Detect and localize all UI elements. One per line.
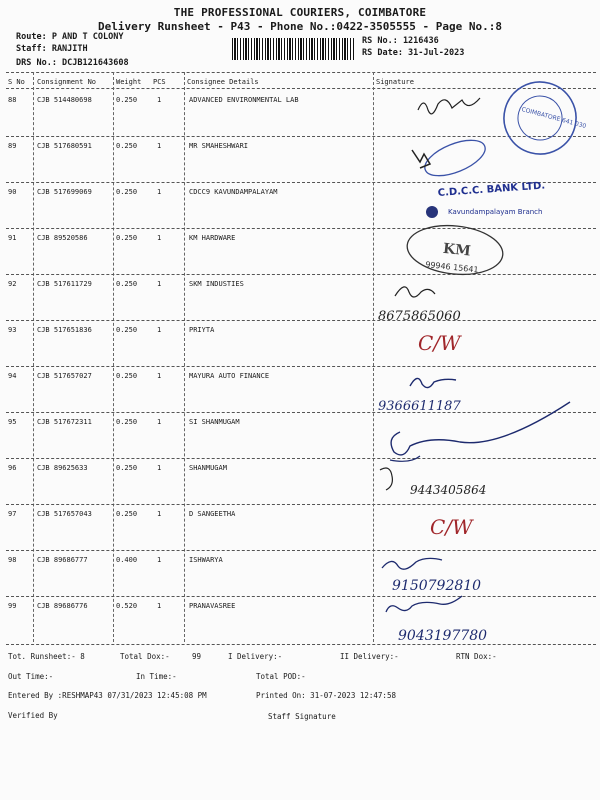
cell-weight: 0.250 bbox=[116, 326, 138, 334]
cell-name: PRANAVASREE bbox=[189, 602, 236, 610]
cell-sno: 92 bbox=[8, 280, 17, 288]
cell-sno: 91 bbox=[8, 234, 17, 242]
cell-cons: CJB 89686777 bbox=[37, 556, 88, 564]
cell-sno: 98 bbox=[8, 556, 17, 564]
cell-name: PRIYTA bbox=[189, 326, 215, 334]
cell-sno: 97 bbox=[8, 510, 17, 518]
cell-name: SKM INDUSTIES bbox=[189, 280, 244, 288]
cell-cons: CJB 517657027 bbox=[37, 372, 92, 380]
i-delivery: I Delivery:- bbox=[228, 652, 283, 661]
cell-sno: 95 bbox=[8, 418, 17, 426]
cell-weight: 0.250 bbox=[116, 96, 138, 104]
signature-88 bbox=[418, 98, 480, 114]
runsheet-title: Delivery Runsheet - P43 - Phone No.:0422-3505555 - Page No.:8 bbox=[98, 20, 502, 33]
cell-sno: 93 bbox=[8, 326, 17, 334]
phone-96: 9443405864 bbox=[410, 483, 487, 497]
cell-cons: CJB 517680591 bbox=[37, 142, 92, 150]
km-stamp bbox=[405, 221, 505, 279]
cell-sno: 96 bbox=[8, 464, 17, 472]
cell-cons: CJB 517611729 bbox=[37, 280, 92, 288]
cell-cons: CJB 89625633 bbox=[37, 464, 88, 472]
signature-94 bbox=[410, 378, 456, 387]
cell-pcs: 1 bbox=[157, 418, 162, 426]
svg-text:99946 15641: 99946 15641 bbox=[424, 260, 479, 275]
cell-weight: 0.520 bbox=[116, 602, 138, 610]
total-dox-value: 99 bbox=[192, 652, 202, 661]
cell-weight: 0.250 bbox=[116, 418, 138, 426]
ii-delivery: II Delivery:- bbox=[340, 652, 399, 661]
cw-97: C/W bbox=[430, 515, 473, 539]
rs-date: RS Date: 31-Jul-2023 bbox=[362, 48, 465, 58]
bank-emblem bbox=[426, 206, 438, 218]
cell-cons: CJB 514480698 bbox=[37, 96, 92, 104]
cell-name: CDCC9 KAVUNDAMPALAYAM bbox=[189, 188, 278, 196]
cell-name: KM HARDWARE bbox=[189, 234, 236, 242]
cell-cons: CJB 517651836 bbox=[37, 326, 92, 334]
staff-signature: Staff Signature bbox=[268, 712, 336, 721]
cell-sno: 90 bbox=[8, 188, 17, 196]
bank-stamp-oval bbox=[420, 133, 490, 183]
svg-text:KM: KM bbox=[442, 240, 472, 260]
rs-number: RS No.: 1216436 bbox=[362, 36, 439, 46]
signature-98 bbox=[382, 558, 442, 569]
in-time: In Time:- bbox=[136, 672, 177, 681]
signature-92 bbox=[395, 287, 435, 297]
col-consignment: Consignment No bbox=[37, 78, 97, 86]
drs-number: DRS No.: DCJB121643608 bbox=[16, 58, 129, 68]
cell-sno: 88 bbox=[8, 96, 17, 104]
round-stamp bbox=[496, 74, 595, 165]
cell-pcs: 1 bbox=[157, 234, 162, 242]
cw-93: C/W bbox=[418, 331, 461, 355]
col-signature: Signature bbox=[376, 78, 414, 86]
cell-weight: 0.250 bbox=[116, 280, 138, 288]
route: Route: P AND T COLONY bbox=[16, 32, 124, 42]
phone-94: 9366611187 bbox=[378, 399, 461, 414]
cell-weight: 0.400 bbox=[116, 556, 138, 564]
cell-name: ADVANCED ENVIRONMENTAL LAB bbox=[189, 96, 299, 104]
entered-by: Entered By :RESHMAP43 07/31/2023 12:45:08 PM bbox=[8, 691, 207, 700]
cell-weight: 0.250 bbox=[116, 464, 138, 472]
cell-cons: CJB 89686776 bbox=[37, 602, 88, 610]
signature-99 bbox=[386, 596, 462, 612]
cell-weight: 0.250 bbox=[116, 188, 138, 196]
cell-pcs: 1 bbox=[157, 464, 162, 472]
out-time: Out Time:- bbox=[8, 672, 54, 681]
stamp-text: COIMBATORE 641 030 bbox=[520, 106, 587, 131]
phone-99: 9043197780 bbox=[398, 628, 488, 644]
cell-name: MR SMAHESHWARI bbox=[189, 142, 249, 150]
staff: Staff: RANJITH bbox=[16, 44, 88, 54]
cell-weight: 0.250 bbox=[116, 234, 138, 242]
col-consignee: Consignee Details bbox=[187, 78, 259, 86]
cell-cons: CJB 89520586 bbox=[37, 234, 88, 242]
phone-92: 8675865060 bbox=[378, 309, 461, 324]
bank-name: C.D.C.C. BANK LTD. bbox=[437, 180, 546, 199]
cell-name: ISHWARYA bbox=[189, 556, 223, 564]
col-weight: Weight bbox=[116, 78, 142, 86]
tot-runsheet: Tot. Runsheet:- 8 bbox=[8, 652, 85, 661]
cell-name: SHANMUGAM bbox=[189, 464, 227, 472]
table-bottom-rule bbox=[6, 644, 596, 645]
cell-pcs: 1 bbox=[157, 188, 162, 196]
cell-weight: 0.250 bbox=[116, 142, 138, 150]
cell-cons: CJB 517657043 bbox=[37, 510, 92, 518]
cell-weight: 0.250 bbox=[116, 372, 138, 380]
cell-sno: 99 bbox=[8, 602, 17, 610]
signature-96 bbox=[380, 468, 392, 490]
phone-98: 9150792810 bbox=[392, 578, 482, 594]
cell-cons: CJB 517699069 bbox=[37, 188, 92, 196]
col-sno: S No bbox=[8, 78, 25, 86]
cell-sno: 94 bbox=[8, 372, 17, 380]
cell-name: D SANGEETHA bbox=[189, 510, 236, 518]
cell-weight: 0.250 bbox=[116, 510, 138, 518]
cell-pcs: 1 bbox=[157, 602, 162, 610]
cell-cons: CJB 517672311 bbox=[37, 418, 92, 426]
col-pcs: PCS bbox=[153, 78, 166, 86]
company-title: THE PROFESSIONAL COURIERS, COIMBATORE bbox=[173, 6, 427, 19]
printed-on: Printed On: 31-07-2023 12:47:58 bbox=[256, 691, 396, 700]
total-dox-label: Total Dox:- bbox=[120, 652, 170, 661]
cell-pcs: 1 bbox=[157, 142, 162, 150]
signature-95-b bbox=[390, 456, 420, 461]
cell-pcs: 1 bbox=[157, 96, 162, 104]
cell-name: MAYURA AUTO FINANCE bbox=[189, 372, 270, 380]
cell-name: SI SHANMUGAM bbox=[189, 418, 240, 426]
cell-pcs: 1 bbox=[157, 556, 162, 564]
cell-pcs: 1 bbox=[157, 280, 162, 288]
rtn-dox: RTN Dox:- bbox=[456, 652, 497, 661]
cell-pcs: 1 bbox=[157, 510, 162, 518]
cell-pcs: 1 bbox=[157, 372, 162, 380]
bank-branch: Kavundampalayam Branch bbox=[448, 208, 543, 216]
verified-by: Verified By bbox=[8, 711, 58, 720]
cell-sno: 89 bbox=[8, 142, 17, 150]
cell-pcs: 1 bbox=[157, 326, 162, 334]
total-pod: Total POD:- bbox=[256, 672, 306, 681]
signature-89 bbox=[412, 150, 430, 168]
